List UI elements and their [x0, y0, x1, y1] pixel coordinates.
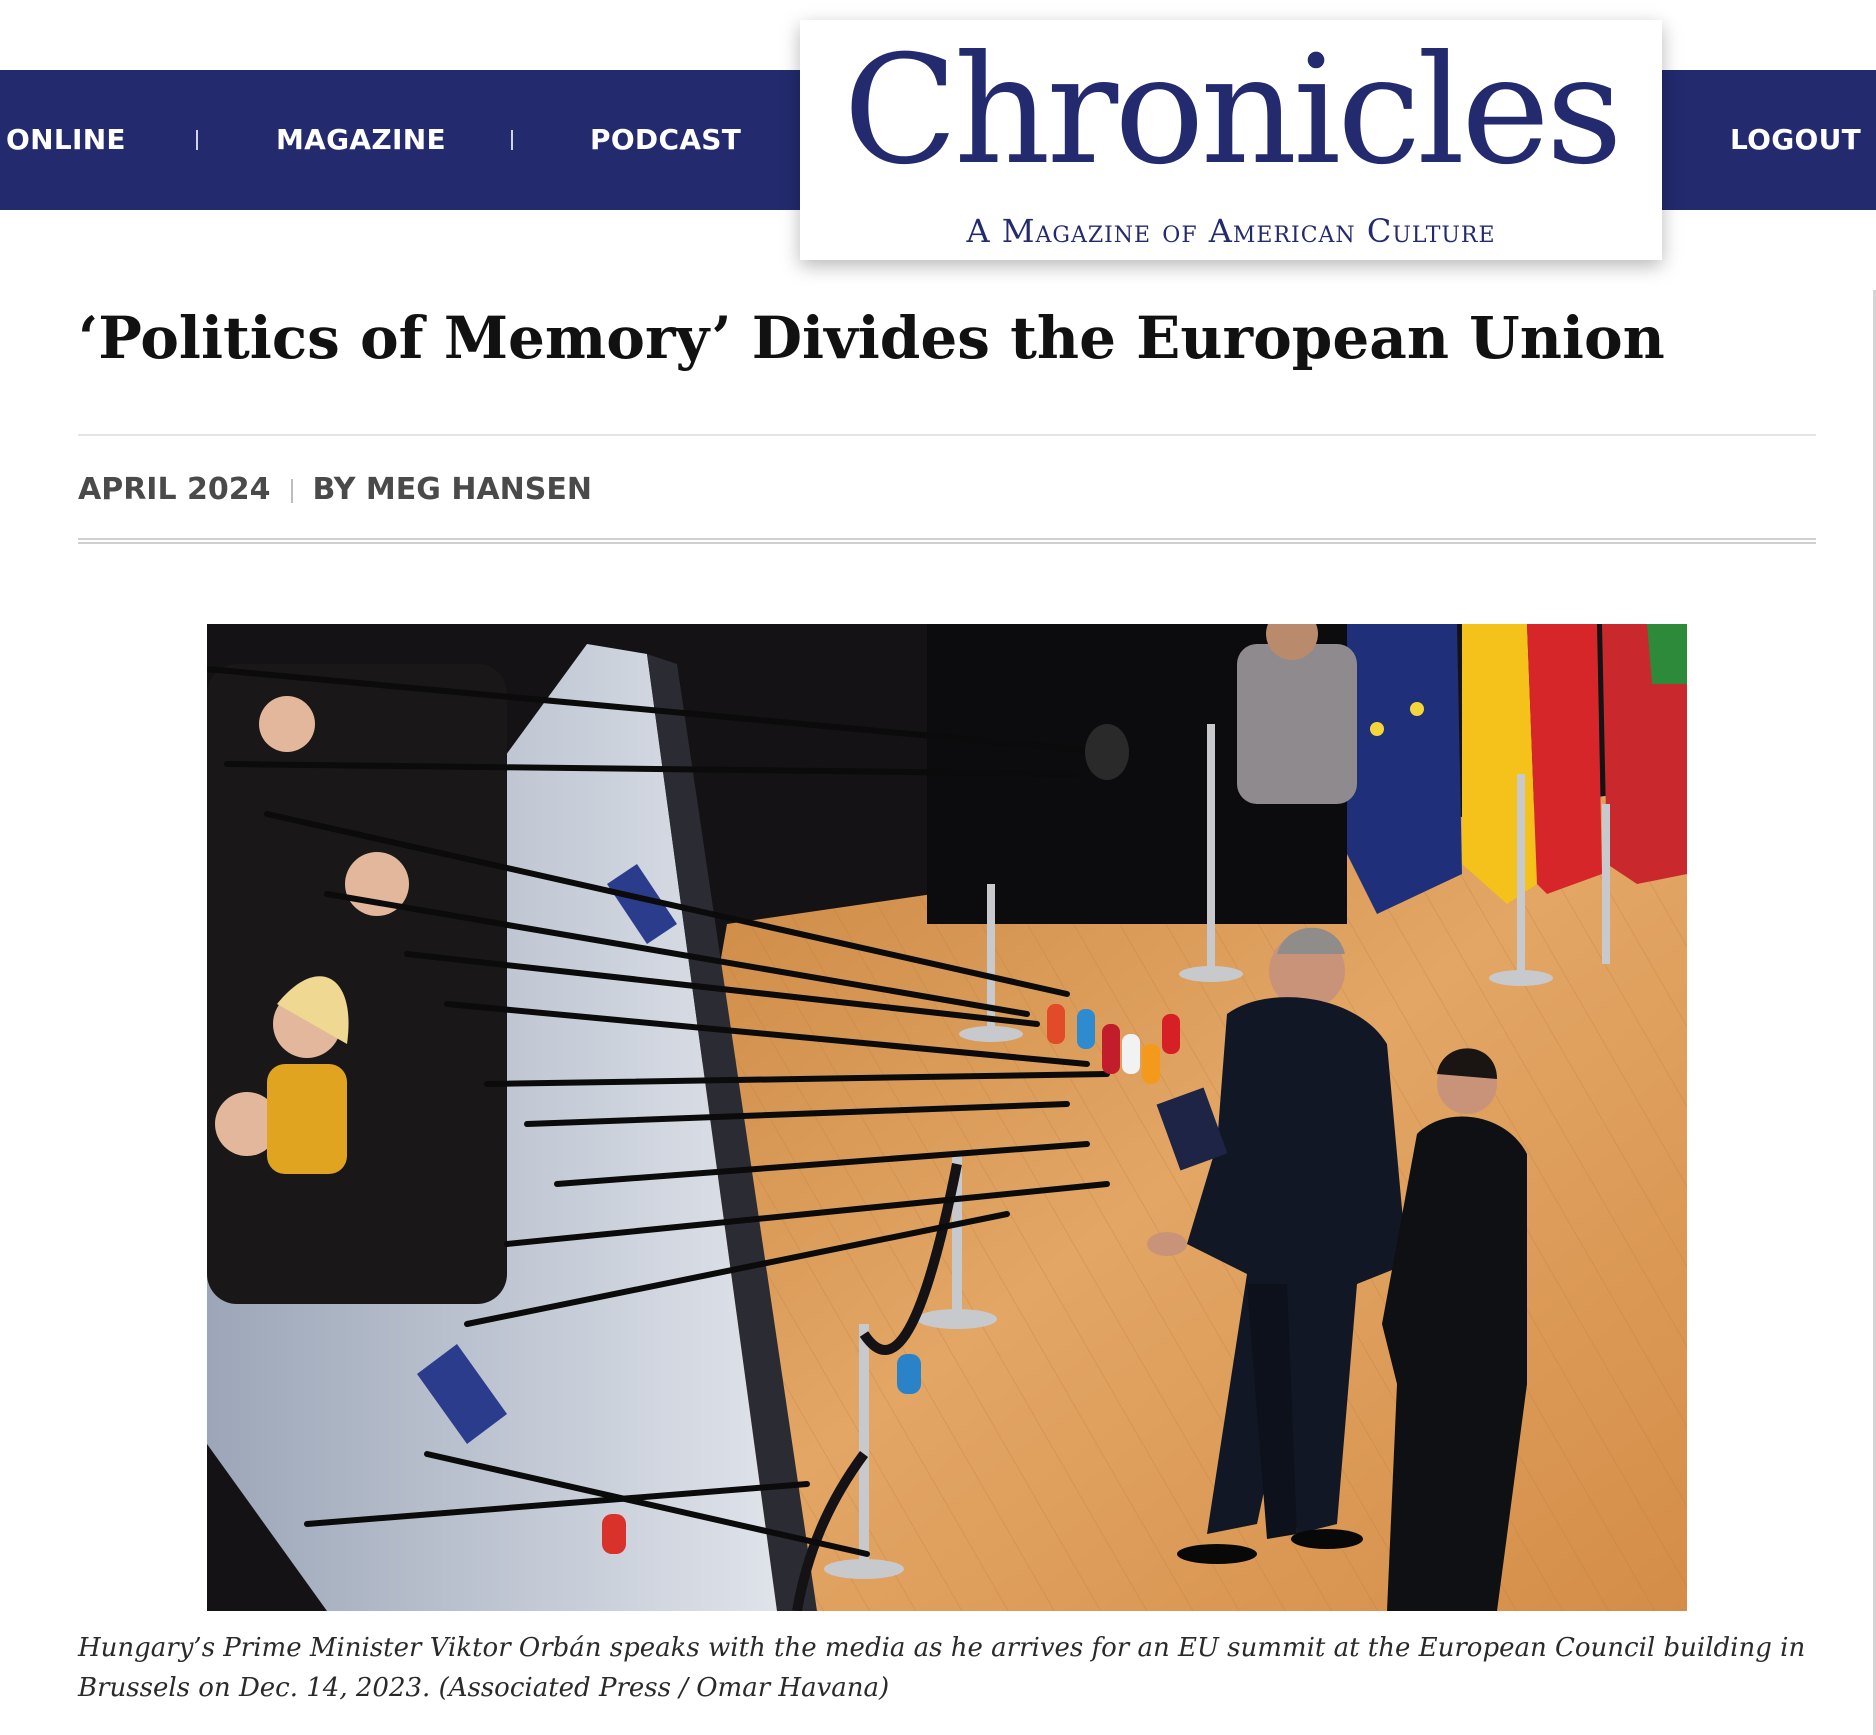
image-caption: Hungary’s Prime Minister Viktor Orbán speaks with the media as he arrives for an EU summit at the European Council building in Brussels on Dec. 14, 2023. (Associated Press / Omar Havana) [78, 1633, 1806, 1703]
article-hero-image [207, 624, 1687, 1611]
meta-divider-double [78, 538, 1816, 544]
nav-magazine[interactable]: MAGAZINE [276, 123, 446, 156]
nav-divider [511, 130, 513, 150]
nav-logout[interactable]: LOGOUT [1730, 123, 1862, 156]
article-meta [78, 468, 592, 512]
nav-online[interactable]: ONLINE [6, 123, 126, 156]
article-byline[interactable]: BY MEG HANSEN [312, 472, 592, 507]
logo-tagline: A Magazine of American Culture [966, 212, 1496, 250]
title-divider [78, 434, 1816, 436]
article-title: ‘Politics of Memory’ Divides the European Union [78, 304, 1665, 372]
nav-podcast[interactable]: PODCAST [590, 123, 742, 156]
nav-divider [196, 130, 198, 150]
site-logo[interactable] [800, 20, 1662, 260]
meta-divider [291, 479, 293, 503]
logo-wordmark: Chronicles [843, 24, 1619, 198]
article-date: APRIL 2024 [78, 472, 271, 507]
